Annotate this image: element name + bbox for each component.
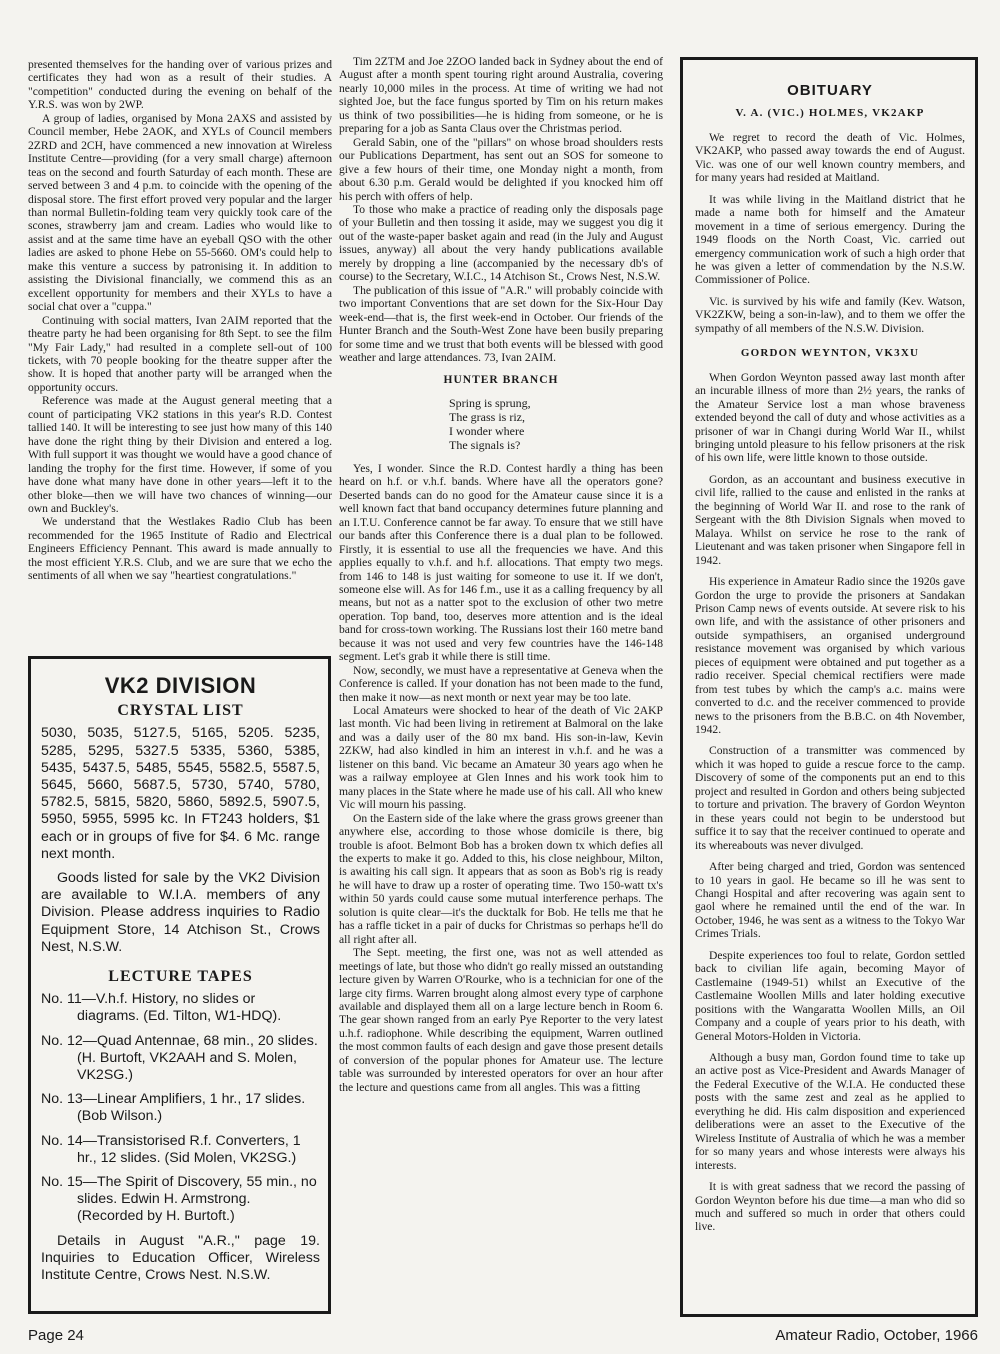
details-text: Details in August "A.R.," page 19. Inquiries to Education Officer, Wireless Institute Centre, Crows Nest. N.S.W. (41, 1232, 320, 1284)
obituary-paragraph: It was while living in the Maitland district that he made a name both for himself and the Amateur movement in a time of serious emergency. During the 1949 floods on the North Coast, Vic. carried out emergency communication work of such a high order that he was given a letter of commendation by the N.S.W. Commissioner of Police. (695, 192, 965, 287)
article-paragraph: Tim 2ZTM and Joe 2ZOO landed back in Sydney about the end of August after a month spent touring right around Australia, covering nearly 10,000 miles in the process. At time of writing we had not sighted Joe, but the face fungus sported by Tim on his return makes us think of two possibilities—he is hiding from someone, or he is preparing for a job as Santa Claus over the Christmas period. (339, 55, 663, 136)
page-number: Page 24 (28, 1327, 84, 1344)
obituary-paragraph: Construction of a transmitter was commenced by which it was hoped to guide a rescue force to the camp. Discovery of some of the components put an end to this project and resulted in Gordon and others being subjected to torture and privation. The bravery of Gordon Weynton in these years could not begin to be understood but suffice it to say that the receiver continued to operate and its whereabouts was never divulged. (695, 744, 965, 852)
vk2-division-box (28, 656, 331, 1314)
obituary-paragraph: Despite experiences too foul to relate, Gordon settled back to civilian life again, becoming Mayor of Castlemaine (1949-51) whilst an Executive of the Castlemaine Woollen Mills and later holding executive positions with the Wangaratta Woollen Mills, an Oil Company and a couple of years prior to his death, with General Motors-Holden in Victoria. (695, 948, 965, 1043)
obituary-paragraph: His experience in Amateur Radio since the 1920s gave Gordon the urge to provide the prisoners at Sandakan Prison Camp news of events outside. At severe risk to his own life, and with the assistance of other prisoners and outside sympathisers, an organised underground resistance movement was organised by which various pieces of equipment were obtained and put together as a radio receiver. Special chemical rectifiers were made from test tubes by which the camp's a.c. mains were converted to d.c. and the receiver commenced to provide news to the prisoners from the B.B.C. on 4th November, 1942. (695, 575, 965, 737)
publication-footer: Amateur Radio, October, 1966 (775, 1327, 978, 1344)
obituary-paragraph: Gordon, as an accountant and business executive in civil life, rallied to the cause and enlisted in the ranks at the beginning of World War II. and rose to the rank of Sergeant with the 8th Division Signals when moved to Malaya. Whilst on service he rose to the rank of Lieutenant and was taken prisoner when Singapore fell in 1942. (695, 472, 965, 567)
article-paragraph: Reference was made at the August general meeting that a count of participating VK2 stations in this year's R.D. Contest tallied 140. It will be interesting to see just how many of this 140 have done the right thing by their Division and entered a log. With full support it was thought we would have a good chance of landing the trophy for the first time. However, if some of you have done what many have done in other years—left it to the other bloke—then we will have two chances of winning—our own and Buckley's. (28, 394, 332, 515)
article-paragraph: The Sept. meeting, the first one, was not as well attended as meetings of late, but those who didn't go really missed an outstanding lecture given by Warren O'Rourke, who is a technician for one of the large city firms. Warren brought along almost every type of carphone available and displayed them all on a large lecture bench in Room 6. The gear shown ranged from an early Pye Reporter to the very latest u.h.f. radiophone. While describing the equipment, Warren outlined the most common faults of each design and gave those present details of conversion of the popular phones for Amateur use. The lecture table was surrounded by interested operators for over an hour after the lecture and questions came from all angles. This was a fitting (339, 946, 663, 1094)
poem-line: I wonder where (449, 423, 525, 438)
article-paragraph: Yes, I wonder. Since the R.D. Contest hardly a thing has been heard on h.f. or v.h.f. bands. Where have all the operators gone? Deserted bands can do no good for the Amateur cause since it is a well known fact that band occupancy determines future planning and an I.T.U. Conference cannot be far away. To ensure that we still have our bands after this Conference there is a dual plan to be followed. Firstly, it is essential to use all the frequencies we have. And this applies equally to v.h.f. and h.f. allocations. That empty two megs. from 146 to 148 is just waiting for someone to use it. If we don't, someone else will. As for 146 f.m., use it as a calling frequency by all means, but not as a natter spot to the exclusion of other two metre operation. Top band, too, deserves more attention and is the ideal band for cross-town working. The Russians lost their 160 metre band because it was not used and very few countries have the 146-148 segment. Let's grab it while there is still time. (339, 461, 663, 664)
article-paragraph: Continuing with social matters, Ivan 2AIM reported that the theatre party he had been organising for 8th Sept. to see the film "My Fair Lady," had resulted in a complete sell-out of 100 tickets, with 70 people booking for the theatre supper after the show. It is hoped that another party will be arranged when the opportunity occurs. (28, 313, 332, 394)
article-paragraph: presented themselves for the handing over of various prizes and certificates they had won as a result of their studies. A "competition" conducted during the evening on behalf of the Y.R.S. was won by 2WP. (28, 58, 332, 112)
obituary-subheading: GORDON WEYNTON, VK3XU (740, 347, 920, 360)
goods-text: Goods listed for sale by the VK2 Division are available to W.I.A. members of any Division. Please address inquiries to Radio Equipment Store, 14 Atchison St., Crows Nest, N.S.W. (41, 870, 320, 955)
obituary-paragraph: After being charged and tried, Gordon was sentenced to 10 years in gaol. He became so ill he was sent to Changi Hospital and after recovering was again sent to gaol where he remained until the end of the war. In October, 1946, he was sent as a witness to the Tokyo War Crimes Trials. (695, 860, 965, 941)
article-paragraph: A group of ladies, organised by Mona 2AXS and assisted by Council member, Hebe 2AOK, and XYLs of Council members 2ZRD and 2CH, have commenced a new innovation at Wireless Institute Centre—providing (for a very small charge) afternoon teas on the second and fourth Saturday of each month. These are served between 3 and 4 p.m. to coincide with the opening of the disposal store. The first effort proved very popular and the larger than normal Bulletin-folding team very quickly took care of the scones, strawberry jam and cream. Ladies who would like to assist and at the same time have an eyeball QSO with the other ladies are asked to phone Hebe on 55-5660. OM's could help to make this venture a success by patronising it. In addition to assisting the Divisional financially, we commend this as an excellent opportunity for members and their XYLs to have a social chat over a "cuppa." (28, 111, 332, 314)
article-paragraph: Gerald Sabin, one of the "pillars" on whose broad shoulders rests our Publications Department, has sent out an SOS for someone to give a few hours of their time, one Monday night a month, from about 6.30 p.m. Gerald would be delighted if you knocked him off his perch with offers of help. (339, 135, 663, 203)
crystal-list-text: 5030, 5035, 5127.5, 5165, 5205. 5235, 5285, 5295, 5327.5 5335, 5360, 5385, 5435, 5437.5, 5485, 5545, 5582.5, 5587.5, 5645, 5660, 5687.5, 5730, 5740, 5780, 5782.5, 5815, 5820, 5860, 5892.5, 5907.5, 5950, 5955, 5995 kc. In FT243 holders, $1 each or in groups of five for $4. 6 Mc. range next month. (41, 725, 320, 862)
article-paragraph: Now, secondly, we must have a representative at Geneva when the Conference is called. If your donation has not been made to the fund, then make it now—as next month or next year may be too late. (339, 663, 663, 704)
hunter-branch-heading: HUNTER BRANCH (443, 374, 559, 387)
article-paragraph: The publication of this issue of "A.R." will probably coincide with two important Conventions that are set down for the Six-Hour Day week-end—that is, the first week-end in October. Our friends of the Hunter Branch and the South-West Zone have been busily preparing for some time and we trust that both events will be blessed with good weather and large attendances. 73, Ivan 2AIM. (339, 283, 663, 364)
obituary-paragraph: We regret to record the death of Vic. Holmes, VK2AKP, who passed away towards the end of August. Vic. was one of our well known country members, and for many years had resided at Maitland. (695, 130, 965, 185)
column-left (28, 58, 332, 583)
obituary-subheading: V. A. (VIC.) HOLMES, VK2AKP (735, 107, 925, 120)
poem-line: The grass is riz, (449, 409, 525, 424)
tape-item: No. 15—The Spirit of Discovery, 55 min., no slides. Edwin H. Armstrong. (Recorded by H. Burtoft.) (41, 1174, 317, 1225)
obituary-paragraph: Although a busy man, Gordon found time to take up an active post as Vice-President and Awards Manager of the Federal Executive of the W.I.A. He conducted these posts with the same zest and zeal as he applied to everything he did. His calm disposition and experienced deliberations were an asset to the Executive of the Wireless Institute of Australia of which he was a member for so many years and whose interests were always his interests. (695, 1051, 965, 1172)
poem-line: The signals is? (449, 437, 521, 452)
article-paragraph: We understand that the Westlakes Radio Club has been recommended for the 1965 Institute of Radio and Electrical Engineers Efficiency Pennant. This award is made annually to the most efficient Y.R.S. Club, and we are sure that we echo the sentiments of all when we say "heartiest congratulations." (28, 515, 332, 583)
box-title: VK2 DIVISION (104, 673, 257, 698)
tape-item: No. 14—Transistorised R.f. Converters, 1 hr., 12 slides. (Sid Molen, VK2SG.) (41, 1132, 301, 1166)
tape-item: No. 12—Quad Antennae, 68 min., 20 slides. (H. Burtoft, VK2AAH and S. Molen, VK2SG.) (41, 1032, 318, 1084)
article-paragraph: To those who make a practice of reading only the disposals page of your Bulletin and then tossing it aside, may we suggest you dig it out of the waste-paper basket again and read (in the July and August issues, anyway) all about the very handy publications available merely by dropping a line (accompanied by the necessary db's of course) to the Secretary, W.I.C., 14 Atchison St., Crows Nest, N.S.W. (339, 202, 663, 284)
tape-item: No. 11—V.h.f. History, no slides or diagrams. (Ed. Tilton, W1-HDQ). (41, 991, 282, 1025)
obituary-paragraph: When Gordon Weynton passed away last month after an incurable illness of more than 2½ years, the ranks of the Amateur Service lost a man whose braveness extended beyond the call of duty and whose activities as a prisoner of war in Changi during World War II., whilst bringing untold pleasure to his fellow prisoners at the risk of his own life, were little known to those outside. (695, 370, 965, 465)
obituary-title: OBITUARY (787, 82, 873, 99)
poem (339, 396, 663, 452)
poem-line: Spring is sprung, (449, 395, 531, 410)
obituary-box (680, 57, 978, 1317)
obituary-paragraph: It is with great sadness that we record the passing of Gordon Weynton before his due time—a man who did so much and suffered so much in order that others could live. (695, 1180, 965, 1234)
article-paragraph: On the Eastern side of the lake where the grass grows greener than anywhere else, according to those whose domicile is there, big trouble is afoot. Belmont Bob has a broken down tx which defies all the experts to make it go. Added to this, his close neighbour, Milton, is awaiting his call sign. It appears that as soon as Bob's rig is ready he will have to draw up a roster of operating time. Two 150-watt tx's within 50 yards could cause some mutual interference perhaps. The solution is quite clear—it's the ducktalk for Bob. He tells me that he has a raffle ticket in a pair of ducks for Christmas so perhaps he'll do all right after all. (339, 811, 663, 946)
obituary-paragraph: Vic. is survived by his wife and family (Kev. Watson, VK2ZKW, being a son-in-law), and to them we offer the sympathy of all members of the N.S.W. Division. (695, 294, 965, 335)
article-paragraph: Local Amateurs were shocked to hear of the death of Vic 2AKP last month. Vic had been living in retirement at Balmoral on the lake and was a daily user of the 80 mx band. His son-in-law, Kevin 2ZKW, had also kindled in him an interest in v.h.f. and he was a listener on this band. Vic became an Amateur 30 years ago when he was a railway employee at Glen Innes and his work took him to many places in the State where he made use of his call. All who knew Vic will mourn his passing. (339, 704, 663, 812)
lecture-tapes-heading: LECTURE TAPES (108, 968, 253, 986)
tape-item: No. 13—Linear Amplifiers, 1 hr., 17 slides. (Bob Wilson.) (41, 1091, 306, 1125)
column-middle (339, 55, 663, 1094)
crystal-list-heading: CRYSTAL LIST (117, 702, 244, 720)
